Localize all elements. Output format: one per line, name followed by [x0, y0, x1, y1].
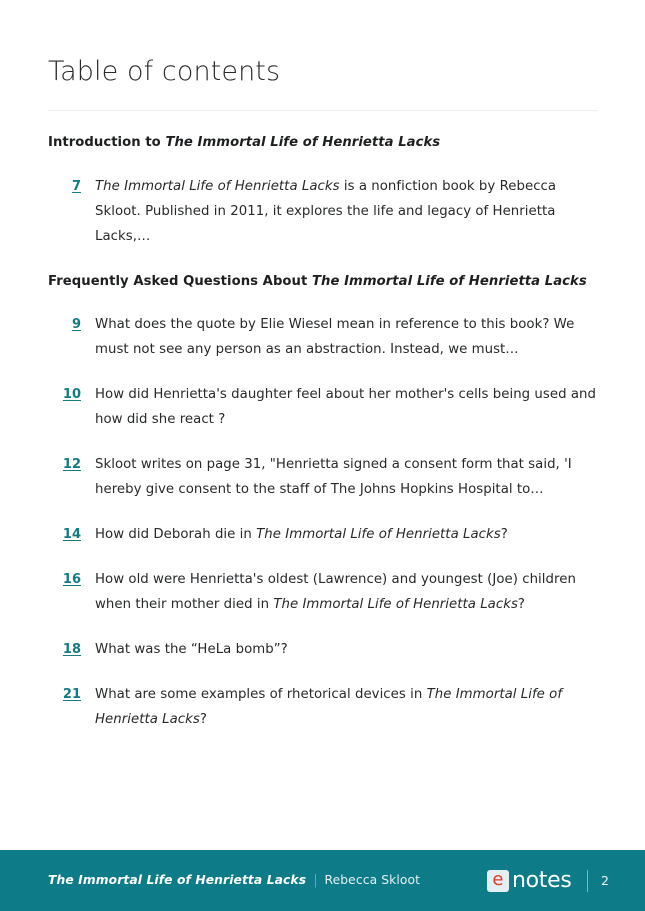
entry-text: What does the quote by Elie Wiesel mean in reference to this book? We must not see any person as an abstraction. Instead, we must… — [95, 317, 575, 358]
toc-entry[interactable] — [48, 433, 598, 503]
entry-body-after: ? — [199, 712, 207, 728]
toc-entry[interactable] — [48, 663, 598, 733]
toc-entry[interactable] — [48, 155, 598, 250]
entry-page-number[interactable]: 9 — [71, 317, 81, 333]
toc-entry[interactable] — [48, 293, 598, 363]
entry-page-number[interactable]: 10 — [62, 387, 81, 403]
entry-italic-booktitle: The Immortal Life of Henrietta Lacks — [256, 527, 501, 543]
entry-page-number[interactable]: 12 — [62, 457, 81, 473]
toc-content — [48, 0, 598, 733]
entry-page-number[interactable]: 16 — [62, 572, 81, 588]
entry-page-number[interactable]: 7 — [71, 178, 81, 194]
entry-body-before: How did Deborah die in — [95, 527, 257, 543]
entry-page-number[interactable]: 18 — [62, 642, 81, 658]
entry-text — [95, 175, 598, 250]
page-footer — [0, 850, 645, 911]
toc-entry[interactable] — [48, 548, 598, 618]
entry-body-after: ? — [517, 597, 526, 613]
entry-page-number[interactable]: 21 — [62, 687, 81, 703]
entry-text: Skloot writes on page 31, "Henrietta signed a consent form that said, 'I hereby give consent to the staff of The Johns Hopkins Hospital to… — [95, 457, 572, 498]
section-heading-text: Introduction to — [48, 135, 166, 151]
entry-body-before: What are some examples of rhetorical devices in — [95, 687, 427, 703]
entry-body-after: ? — [500, 527, 508, 543]
toc-entry[interactable] — [48, 363, 598, 433]
section-heading-introduction — [48, 111, 598, 155]
entry-body-before: How old were Henrietta's oldest (Lawrence) and youngest (Joe) children when their mother died in — [95, 572, 576, 613]
enotes-logo[interactable] — [487, 867, 572, 893]
toc-entry[interactable] — [48, 618, 598, 663]
entry-italic-booktitle: The Immortal Life of Henrietta Lacks — [95, 687, 563, 728]
footer-separator: | — [313, 873, 318, 888]
enotes-logo-e-icon: e — [487, 870, 509, 892]
footer-attribution — [48, 873, 420, 888]
entry-text: How did Henrietta's daughter feel about her mother's cells being used and how did she react ? — [95, 387, 596, 428]
entry-italic-booktitle: The Immortal Life of Henrietta Lacks — [273, 597, 518, 613]
entry-body: is a nonfiction book by Rebecca Skloot. Published in 2011, it explores the life and legacy of Henrietta Lacks,… — [95, 178, 557, 244]
entry-text — [95, 683, 598, 733]
toc-entry[interactable] — [48, 503, 598, 548]
page-title: Table of contents — [48, 56, 281, 87]
entry-text — [95, 568, 598, 618]
entry-page-number[interactable]: 14 — [62, 527, 81, 543]
section-heading-text: Frequently Asked Questions About — [48, 273, 312, 289]
footer-page-number: 2 — [601, 873, 609, 888]
section-heading-booktitle: The Immortal Life of Henrietta Lacks — [311, 273, 587, 289]
footer-branding — [487, 867, 611, 893]
entry-text: What was the “HeLa bomb”? — [95, 642, 288, 658]
enotes-logo-wordmark: notes — [511, 867, 572, 893]
footer-book-title: The Immortal Life of Henrietta Lacks — [48, 873, 307, 887]
section-heading-booktitle: The Immortal Life of Henrietta Lacks — [165, 135, 441, 151]
entry-italic-lead: The Immortal Life of Henrietta Lacks — [95, 178, 340, 194]
footer-author: Rebecca Skloot — [324, 873, 421, 887]
entry-text — [95, 523, 598, 548]
footer-divider — [587, 870, 589, 892]
section-heading-faq — [48, 250, 598, 294]
